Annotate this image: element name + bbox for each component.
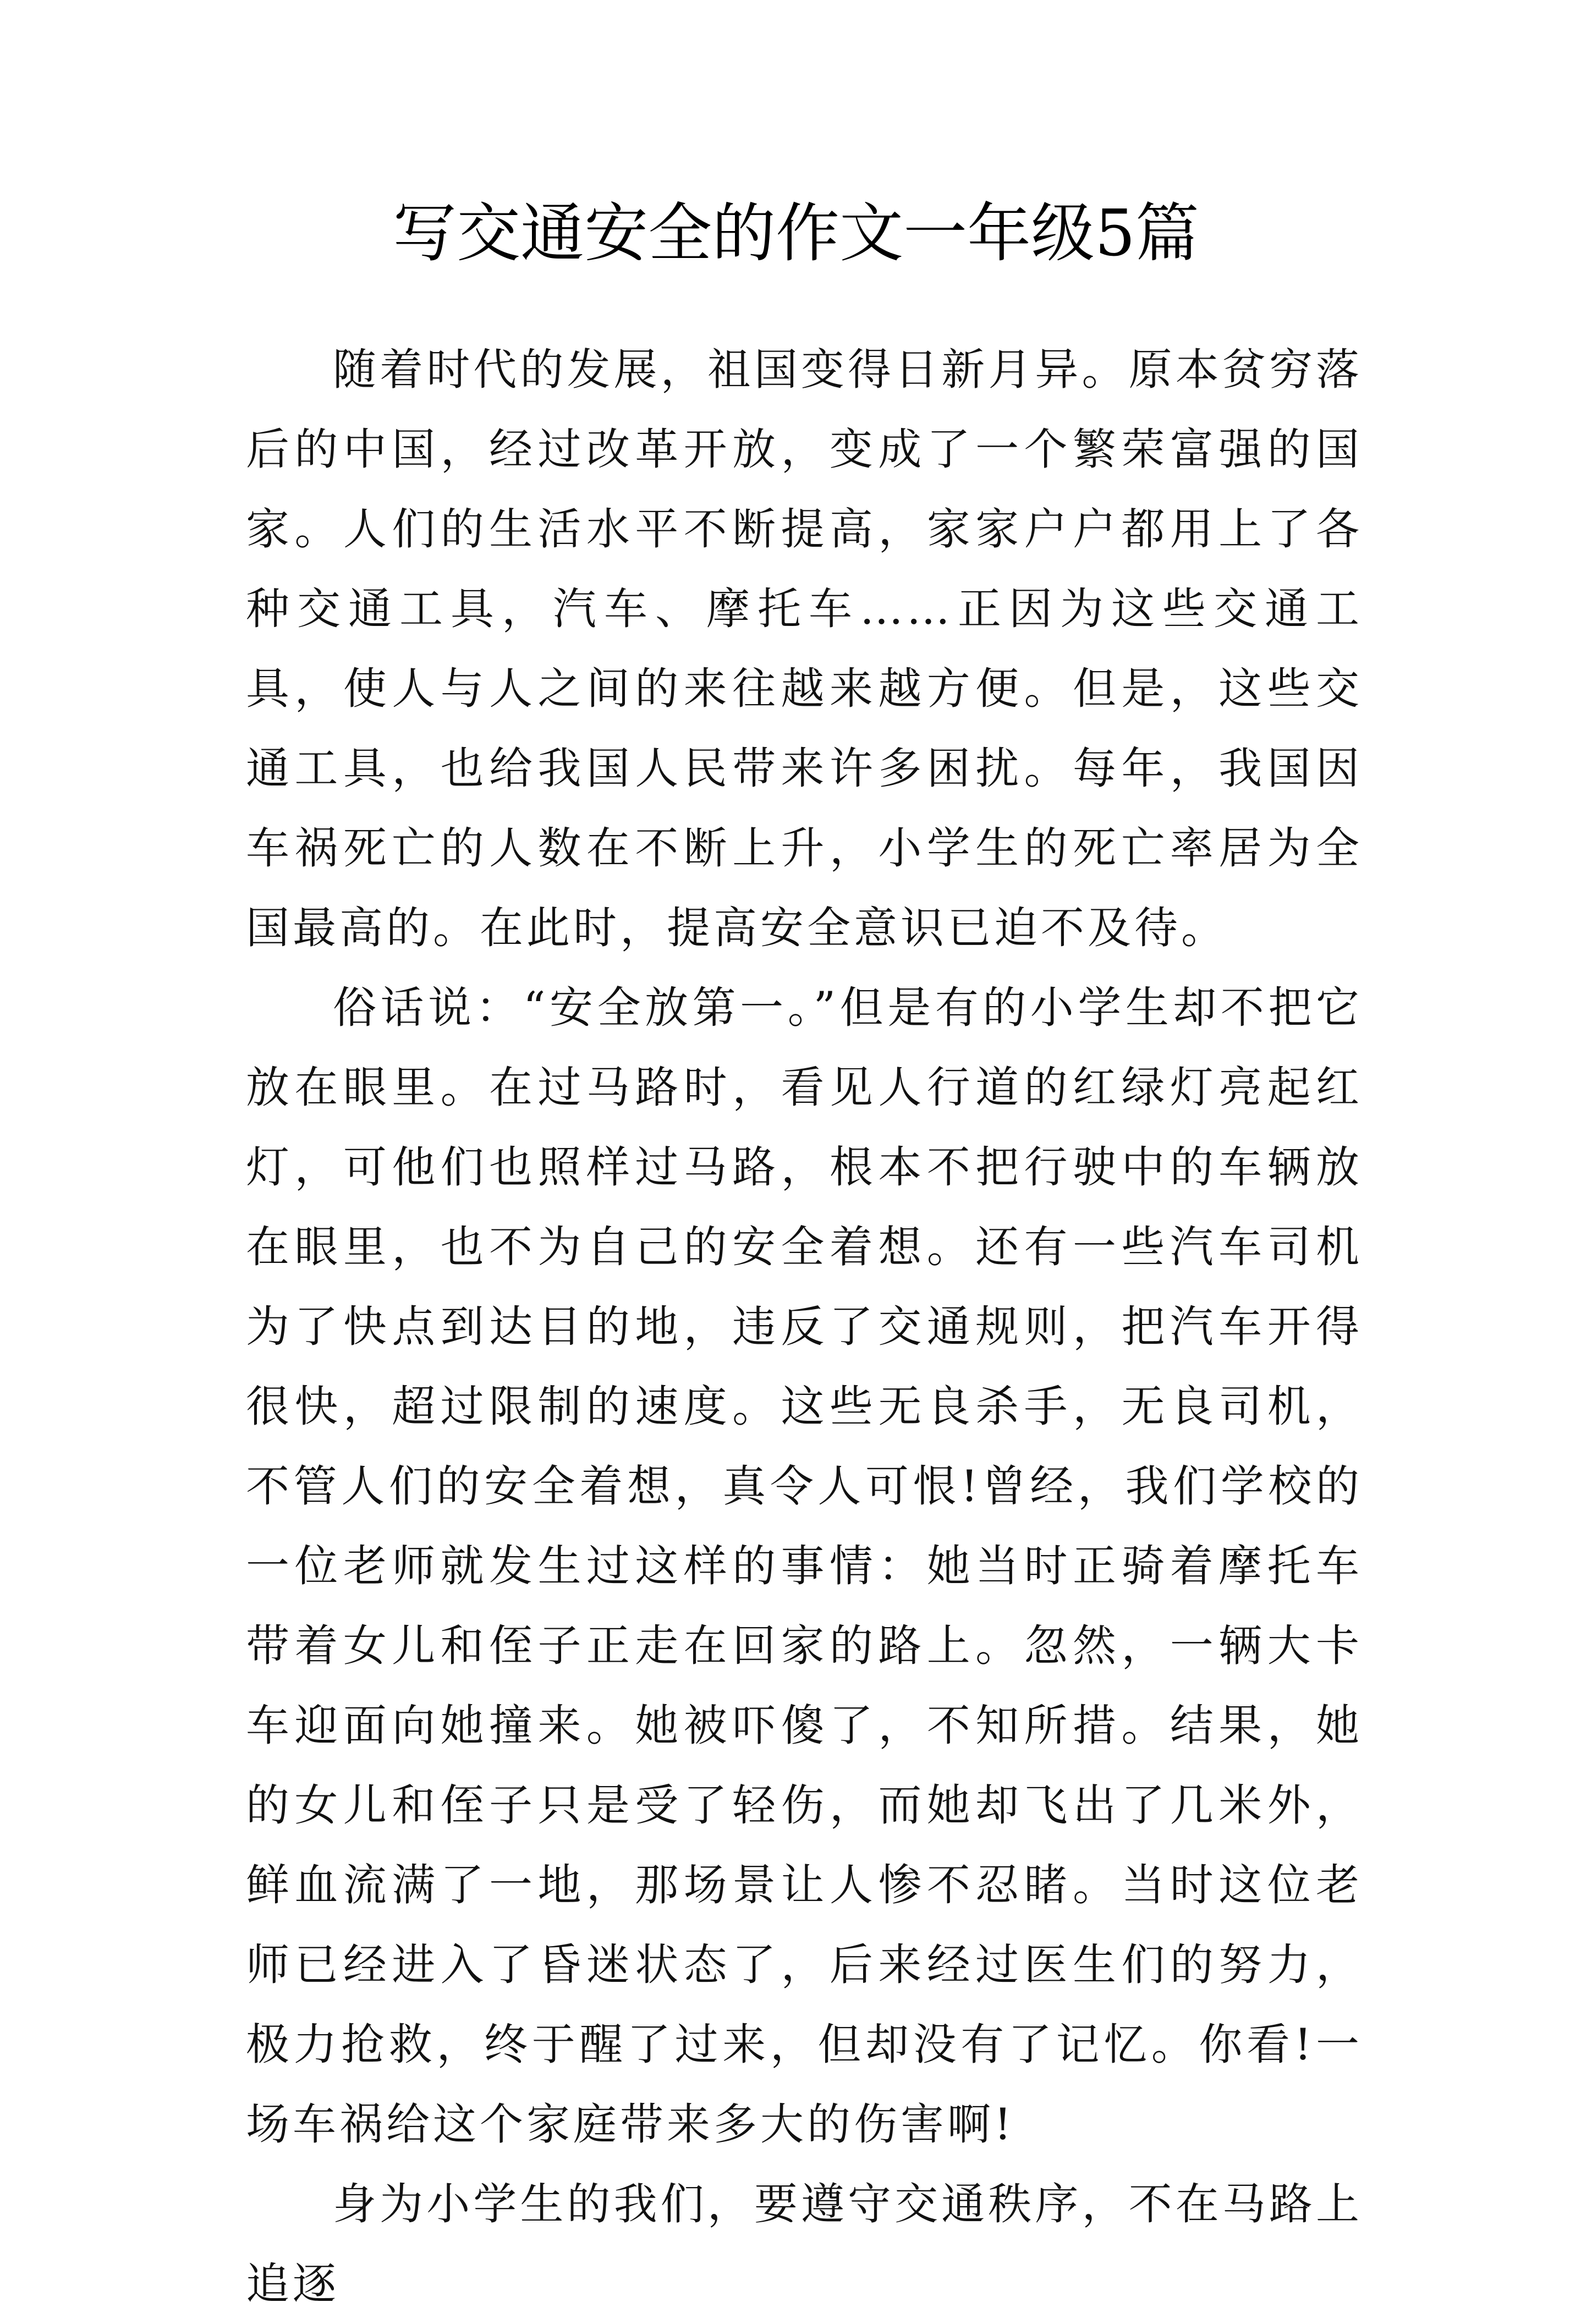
- document-body: [246, 330, 1363, 2324]
- paragraph-2: 俗话说：“安全放第一。”但是有的小学生却不把它放在眼里。在过马路时，看见人行道的红绿灯亮起红灯，可他们也照样过马路，根本不把行驶中的车辆放在眼里，也不为自己的安全着想。还有一些汽车司机为了快点到达目的地，违反了交通规则，把汽车开得很快，超过限制的速度。这些无良杀手，无良司机，不管人们的安全着想，真令人可恨!曾经，我们学校的一位老师就发生过这样的事情：她当时正骑着摩托车带着女儿和侄子正走在回家的路上。忽然，一辆大卡车迎面向她撞来。她被吓傻了，不知所措。结果，她的女儿和侄子只是受了轻伤，而她却飞出了几米外，鲜血流满了一地，那场景让人惨不忍睹。当时这位老师已经进入了昏迷状态了，后来经过医生们的努力，极力抢救，终于醒了过来，但却没有了记忆。你看!一场车祸给这个家庭带来多大的伤害啊!: [246, 982, 1363, 2150]
- paragraph-1: 随着时代的发展，祖国变得日新月异。原本贫穷落后的中国，经过改革开放，变成了一个繁荣富强的国家。人们的生活水平不断提高，家家户户都用上了各种交通工具，汽车、摩托车……正因为这些交通工具，使人与人之间的来往越来越方便。但是，这些交通工具，也给我国人民带来许多困扰。每年，我国因车祸死亡的人数在不断上升，小学生的死亡率居为全国最高的。在此时，提高安全意识已迫不及待。: [246, 344, 1363, 953]
- document-title: 写交通安全的作文一年级5篇: [393, 196, 1199, 271]
- paragraph-3: 身为小学生的我们，要遵守交通秩序，不在马路上追逐: [246, 2179, 1363, 2309]
